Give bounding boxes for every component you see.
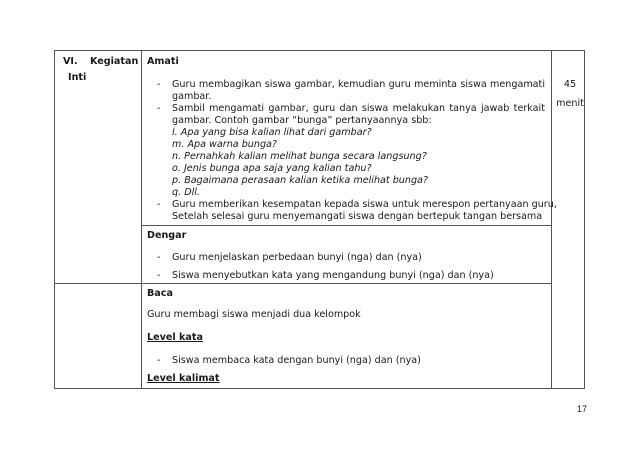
amati-item1-line1: Guru membagikan siswa gambar, kemudian guru meminta siswa mengamati	[172, 79, 545, 90]
question-item: o. Jenis bunga apa saja yang kalian tahu?	[172, 163, 372, 174]
bullet-marker: -	[157, 252, 161, 263]
bullet-marker: -	[157, 199, 161, 210]
amati-item3-line1: Guru memberikan kesempatan kepada siswa untuk merespon pertanyaan guru,	[172, 199, 557, 210]
level-kata-item: Siswa membaca kata dengan bunyi (nga) dan (nya)	[172, 355, 421, 366]
column-divider-2	[551, 51, 552, 388]
dengar-item: Siswa menyebutkan kata yang mengandung bunyi (nga) dan (nya)	[172, 270, 494, 281]
bullet-marker: -	[157, 103, 161, 114]
lesson-plan-table	[54, 50, 585, 389]
question-item: p. Bagaimana perasaan kalian ketika melihat bunga?	[172, 175, 429, 186]
bullet-marker: -	[157, 270, 161, 281]
row-divider-1	[141, 225, 551, 226]
dengar-heading: Dengar	[147, 230, 187, 241]
level-kalimat-heading: Level kalimat	[147, 373, 220, 384]
amati-item1-line2: gambar.	[172, 91, 212, 102]
page-number: 17	[577, 404, 588, 414]
duration-unit: menit	[556, 98, 584, 109]
duration-value: 45	[563, 79, 577, 90]
section-title-line1: Kegiatan	[90, 56, 139, 67]
question-item: q. Dll.	[172, 187, 200, 198]
column-divider-1	[141, 51, 142, 388]
section-title-line2: Inti	[68, 72, 87, 83]
row-divider-2	[55, 283, 551, 284]
bullet-marker: -	[157, 355, 161, 366]
level-kata-heading: Level kata	[147, 332, 203, 343]
amati-item3-line2: Setelah selesai guru menyemangati siswa dengan bertepuk tangan bersama	[172, 211, 543, 222]
bullet-marker: -	[157, 79, 161, 90]
question-item: n. Pernahkah kalian melihat bunga secara langsung?	[172, 151, 427, 162]
question-item: m. Apa warna bunga?	[172, 139, 278, 150]
baca-intro: Guru membagi siswa menjadi dua kelompok	[147, 309, 361, 320]
question-item: l. Apa yang bisa kalian lihat dari gambar?	[172, 127, 372, 138]
dengar-item: Guru menjelaskan perbedaan bunyi (nga) dan (nya)	[172, 252, 422, 263]
amati-heading: Amati	[147, 56, 179, 67]
baca-heading: Baca	[147, 288, 173, 299]
amati-item2-line1: Sambil mengamati gambar, guru dan siswa melakukan tanya jawab terkait	[172, 103, 545, 114]
section-number: VI.	[63, 56, 78, 67]
amati-item2-line2: gambar. Contoh gambar “bunga” pertanyaannya sbb:	[172, 115, 432, 126]
